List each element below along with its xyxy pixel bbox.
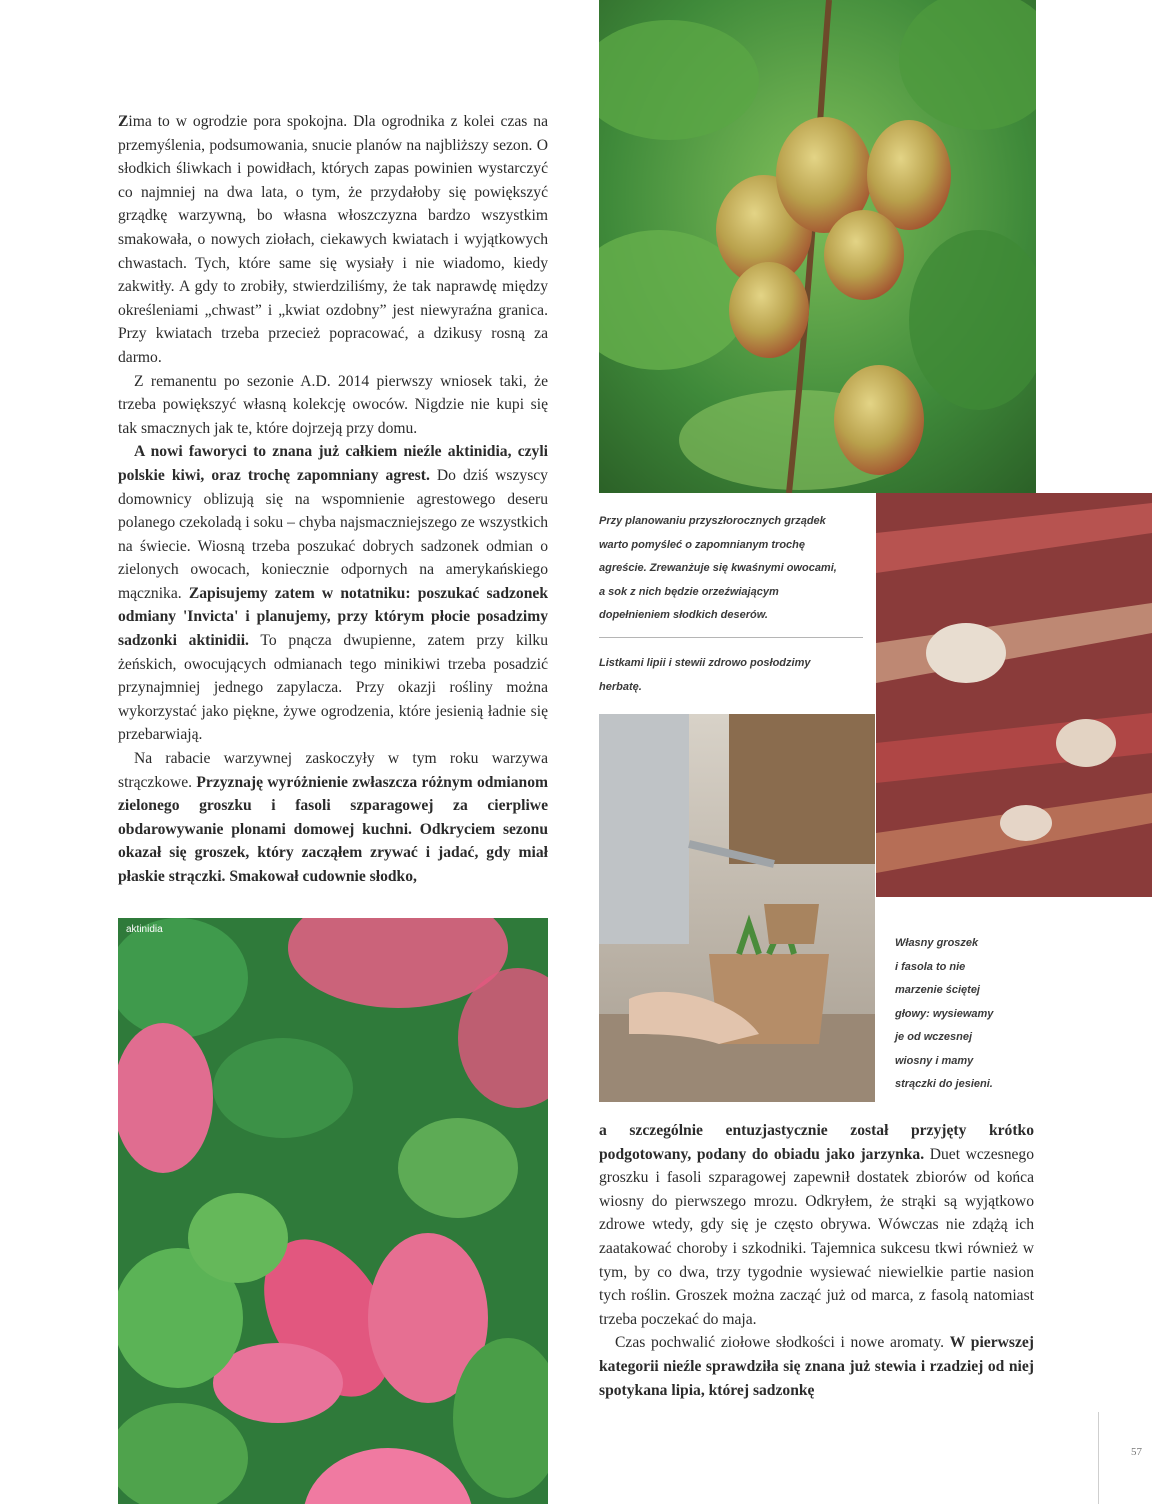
drop-cap: Z [118,113,129,130]
paragraph-intro: Zima to w ogrodzie pora spokojna. Dla ogrodnika z kolei czas na przemyślenia, podsumowania, snucie planów na najbliższy sezon. O słodkich śliwkach i powidłach, których zapas powinien wystarczyć co najmniej na dwa lata, o tym, że przydałoby się powiększyć grządkę warzywną, bo własna włoszczyzna bardzo wszystkim smakowała, o nowych ziołach, ciekawych kwiatach i wyjątkowych chwastach. Tych, które same się wysiały i nie wiadomo, kiedy zakwitły. A gdy to zrobiły, stwierdziliśmy, że tak naprawdę między określeniami „chwast” i „kwiat ozdobny” jest niewyraźna granica. Przy kwiatach trzeba przecież popracować, a dzikusy rosną za darmo. [118,113,548,366]
caption-divider [599,637,863,638]
page-number-divider [1098,1412,1099,1504]
paragraph-peas: a szczególnie entuzjastycznie został przyjęty krótko podgotowany, podany do obiadu jako jarzynka. Duet wczesnego groszku i fasoli szparagowej zapewnił dostatek zbiorów od końca wiosny do pierwszego mrozu. Odkryłem, że strąki są wyjątkowo zdrowe wtedy, gdy się je często obrywa. Wówczas nie zdążą ich zaatakować choroby i szkodniki. Tajemnica sukcesu tkwi również w tym, by co dwa, trzy tygodnie wysiewać niewielkie partie nasion tych roślin. Groszek można zacząć już od marca, z fasolą natomiast trzeba poczekać do maja. [599,1122,1035,1328]
kiwi-leaves-photo [118,918,548,1504]
caption-peas: Własny groszek i fasola to nie marzenie ściętej głowy: wysiewamy je od wczesnej wiosny i mamy strączki do jesieni. [895,937,994,1090]
paragraph-herbs: Czas pochwalić ziołowe słodkości i nowe aromaty. W pierwszej kategorii nieźle sprawdziła się znana już stewia i rzadziej od niej spotykana lipia, której sadzonkę [599,1334,1034,1399]
watering-can-photo [599,714,875,1102]
caption-herbs: Listkami lipii i stewii zdrowo posłodzimy herbatę. [599,657,811,693]
paragraph-vegetables: Na rabacie warzywnej zaskoczyły w tym roku warzywa strączkowe. Przyznaję wyróżnienie zwłaszcza różnym odmianom zielonego groszku i fasoli szparagowej za cierpliwe obdarowywanie plonami domowej kuchni. Odkryciem sezonu okazał się groszek, który zacząłem zrywać i jadać, gdy miał płaskie strączki. Smakował cudownie słodko, [118,750,548,885]
photo-label: aktinidia [126,924,163,935]
article-column-left [118,110,548,889]
gooseberry-photo [599,0,1036,493]
article-column-right [599,1119,1034,1402]
page-number: 57 [1131,1446,1142,1458]
beans-photo [876,493,1152,897]
paragraph-favorites: A nowi faworyci to znana już całkiem nieźle aktinidia, czyli polskie kiwi, oraz trochę zapomniany agrest. Do dziś wszyscy domownicy oblizują się na wspomnienie agrestowego deseru polanego czekoladą i soku – chyba najsmaczniejszego ze wszystkich na świecie. Wiosną trzeba poszukać dobrych sadzonek odmian o zielonych owocach, koniecznie odpornych na amerykańskiego mącznika. Zapisujemy zatem w notatniku: poszukać sadzonek odmiany 'Invicta' i planujemy, przy którym płocie posadzimy sadzonki aktinidii. To pnącza dwupienne, zatem przy kilku żeńskich, owocujących odmianach tego minikiwi trzeba posadzić przynajmniej jednego zapylacza. Przy okazji rośliny można wykorzystać jako piękne, żywe ogrodzenia, które jesienią ładnie się przebarwiają. [118,443,548,744]
caption-gooseberry: Przy planowaniu przyszłorocznych grządek warto pomyśleć o zapomnianym trochę agreście. Zrewanżuje się kwaśnymi owocami, a sok z nich będzie orzeźwiającym dopełnieniem słodkich deserów. [599,515,837,621]
paragraph-remanent: Z remanentu po sezonie A.D. 2014 pierwszy wniosek taki, że trzeba powiększyć własną kolekcję owoców. Nigdzie nie kupi się tak smacznych jak te, które dojrzeją przy domu. [118,372,548,437]
